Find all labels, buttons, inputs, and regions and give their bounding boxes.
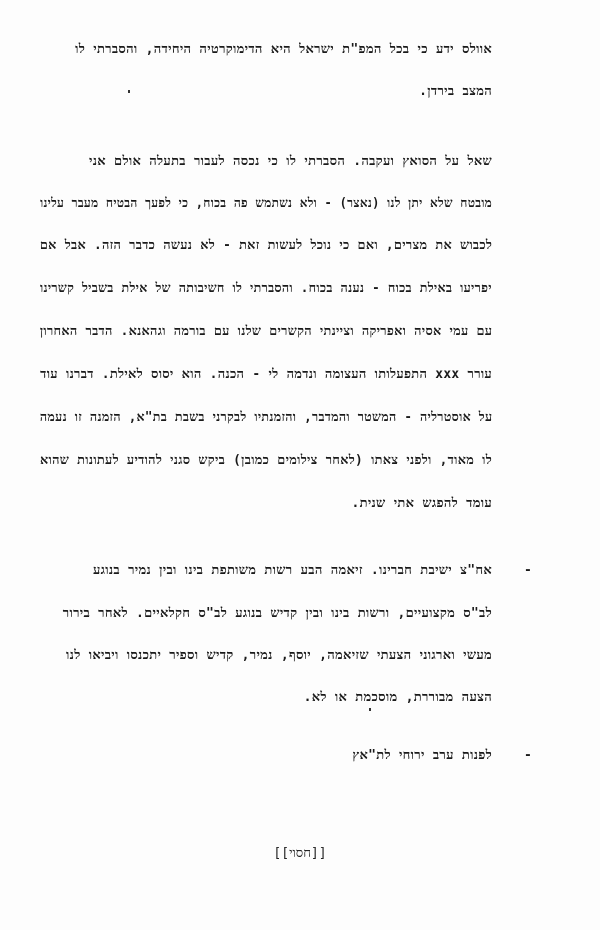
- text-line: מובטח שלא יתן לנו (נאצר) - ולא נשתמש פה בכוח, כי לפעך הבטיח מעבר עלינו: [40, 196, 492, 211]
- text-line: יפריעו באילת בכוח - נענה בכוח. והסברתי לו חשיבותה של אילת בשביל קשרינו: [40, 281, 492, 296]
- text-line: לכבוש את מצרים, ואם כי נוכל לעשות זאת - לא נעשה כדבר הזה. אבל אם: [39, 238, 492, 253]
- text-line: לפנות ערב ירוחי לת"אץ: [352, 748, 492, 763]
- text-line: אוולס ידע כי בכל המפ"ת ישראל היא הדימוקרטיה היחידה, והסברתי לו: [75, 42, 492, 57]
- text-line: לו מאוד, ולפני צאתו (לאחר צילומים כמובן) ביקש סגני להודיע לעתונות שהוא: [39, 453, 492, 468]
- text-line: עם עמי אסיה ואפריקה וציינתי הקשרים שלנו עם בורמה וגהאנא. הדבר האחרון: [39, 324, 492, 339]
- text-line: שאל על הסואץ ועקבה. הסברתי לו כי נכסה לעבור בתעלה אולם אני: [89, 154, 492, 169]
- text-line: המצב בירדן.: [419, 84, 492, 99]
- text-line: עומד להפגש אתי שנית.: [351, 496, 492, 511]
- scan-speck: [369, 708, 371, 711]
- text-line: הצעה מבוררת, מוסכמת או לא.: [303, 690, 492, 705]
- text-line: מעשי וארגוני הצעתי שזיאמה, יוסף, נמיר, קדיש וספיר יתכנסו ויביאו לנו: [66, 648, 492, 663]
- list-dash: -: [524, 748, 532, 763]
- text-line: עורר xxx התפעלותו העצומה ונדמה לי - הכנה. הוא יסוס לאילת. דברנו עוד: [40, 367, 492, 382]
- text-line: על אוסטרליה - המשטר והמדבר, והזמנתיו לבקרני בשבת בת"א, הזמנה זו נעמה: [39, 410, 492, 425]
- text-line: לב"ס מקצועיים, ורשות בינו ובין קדיש בנוגע לב"ס חקלאיים. לאחר בירור: [62, 606, 492, 621]
- list-dash: -: [524, 563, 532, 578]
- text-line: אח"צ ישיבת חברינו. זיאמה הבע רשות משותפת בינו ובין נמיר בנוגע: [93, 563, 492, 578]
- classification-footer: [[חסוי]]: [273, 846, 327, 861]
- scan-speck: [128, 90, 130, 93]
